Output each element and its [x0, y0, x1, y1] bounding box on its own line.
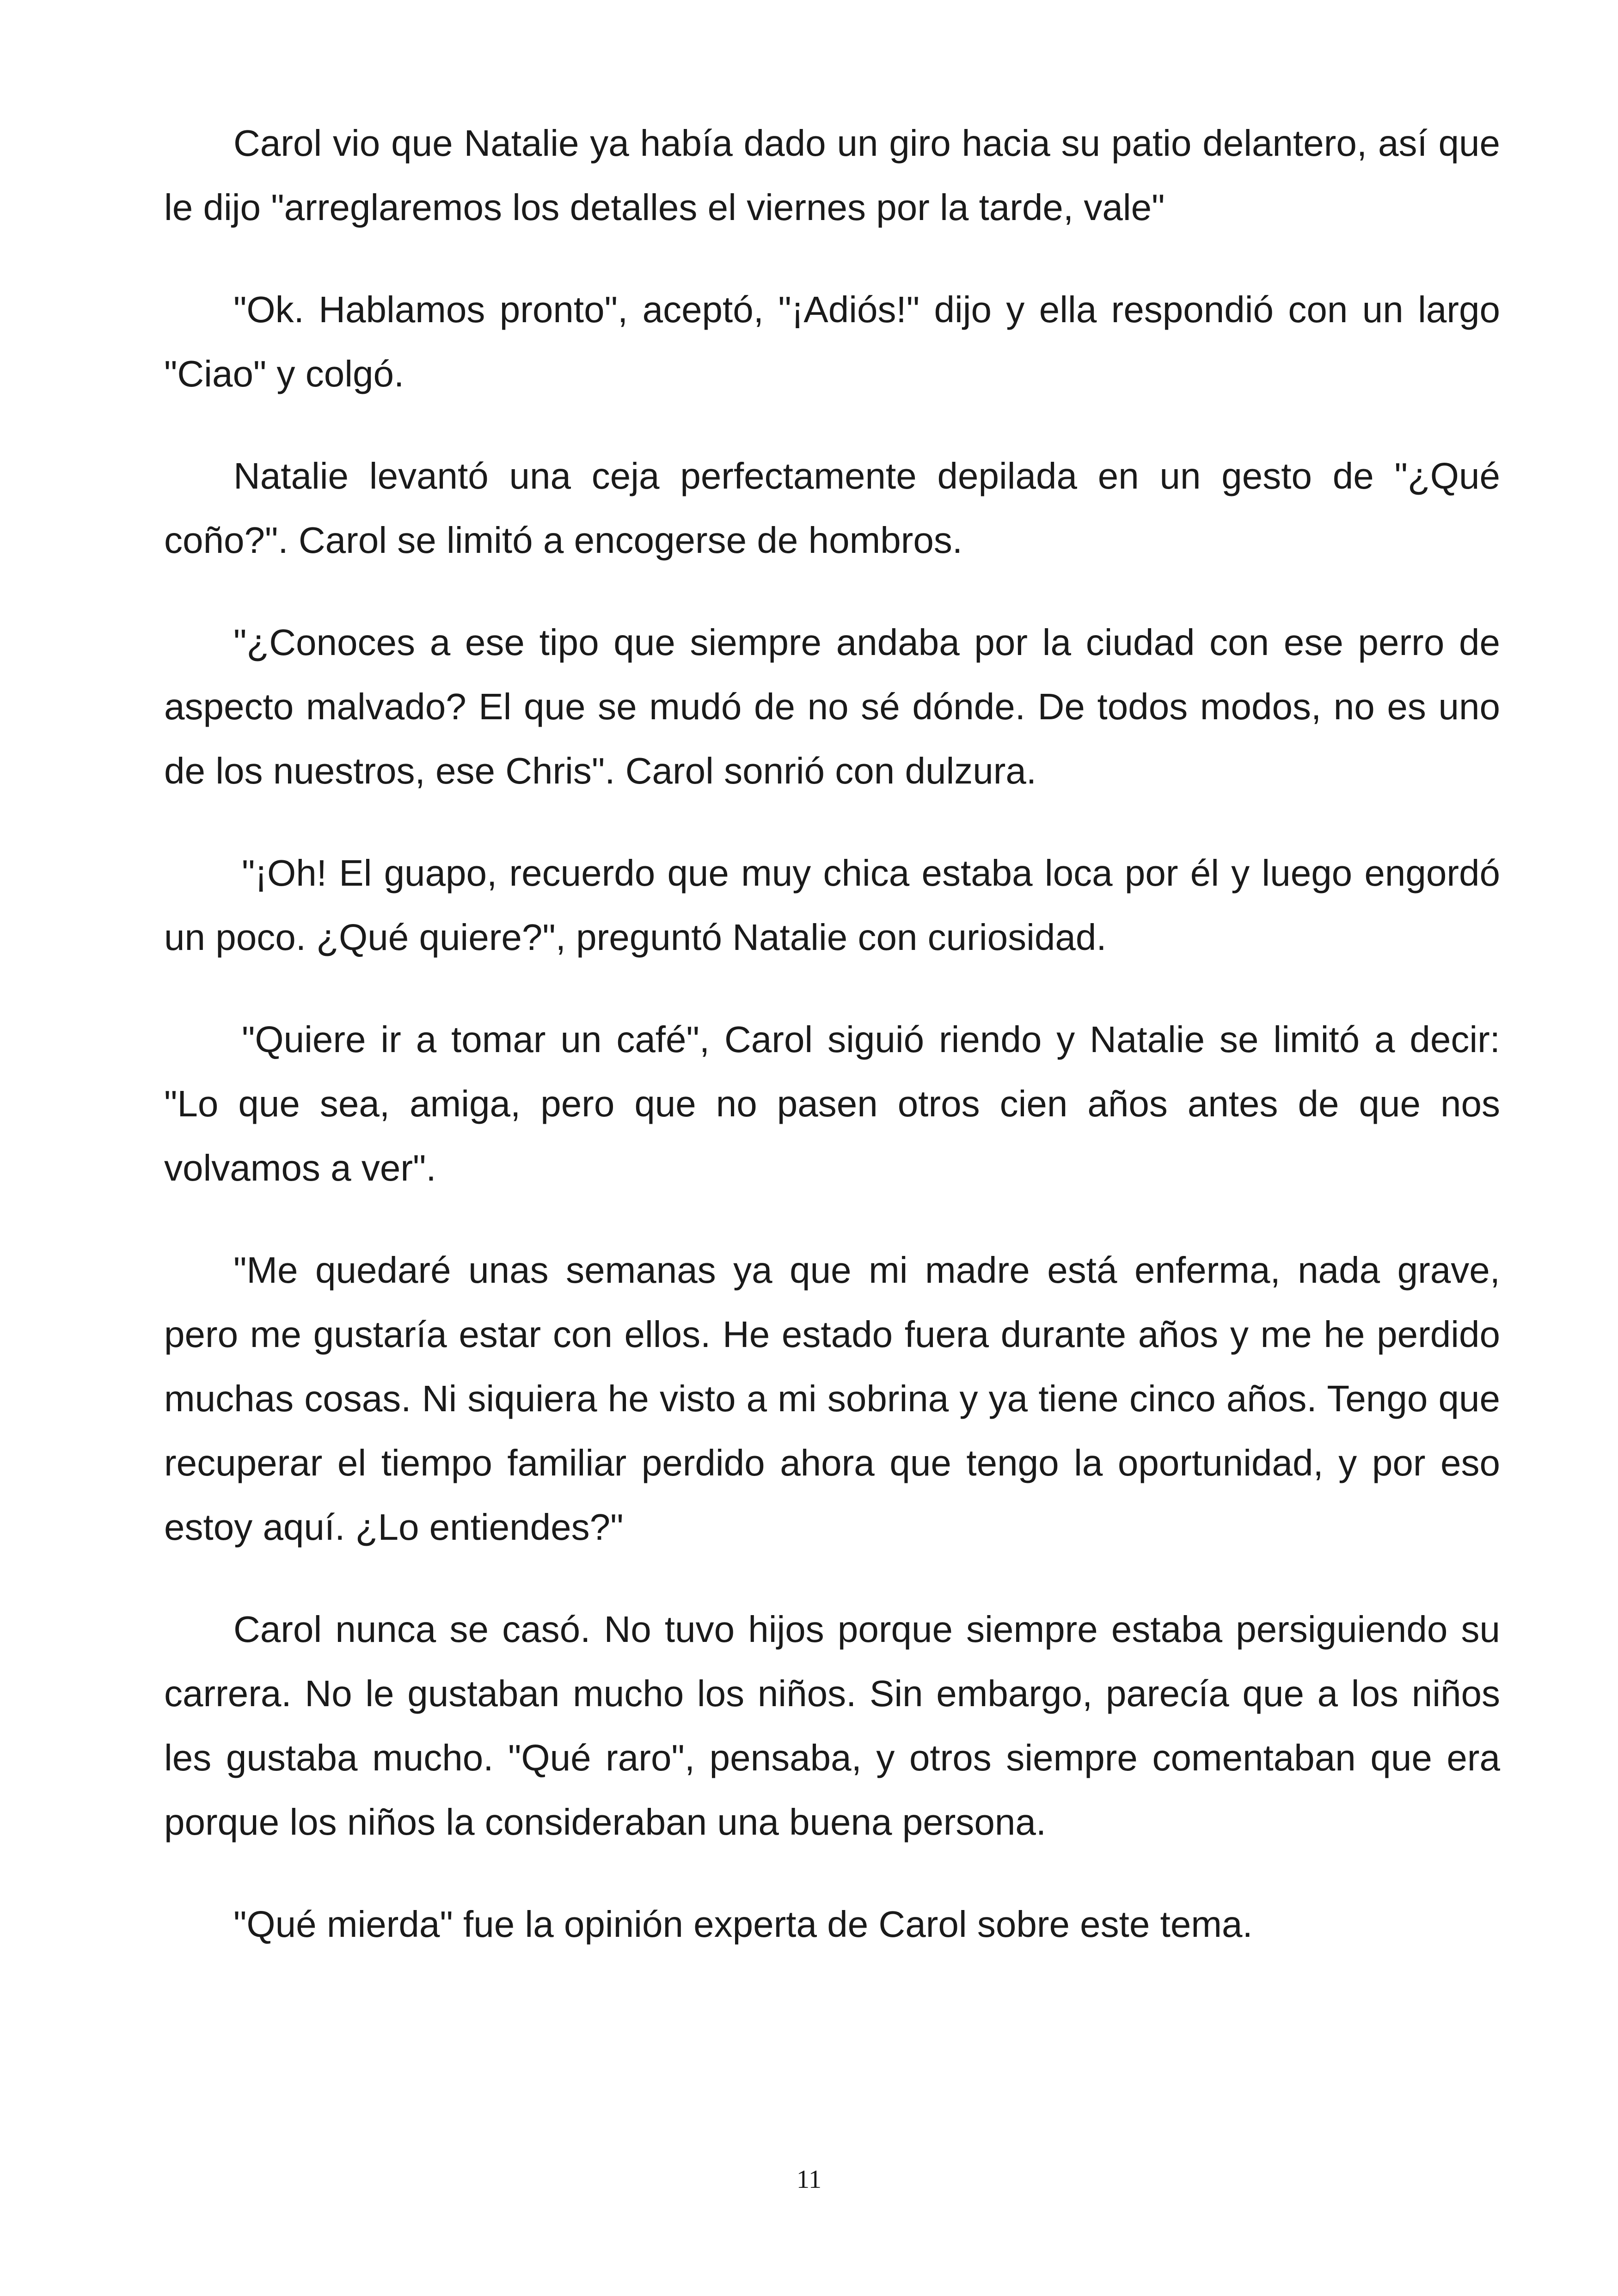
paragraph-1: Carol vio que Natalie ya había dado un giro hacia su patio delantero, así que le dijo "arreglaremos los detalles el viernes por la tarde, vale": [164, 122, 1500, 228]
paragraph-6: "Quiere ir a tomar un café", Carol siguió riendo y Natalie se limitó a decir: "Lo que sea, amiga, pero que no pasen otros cien años antes de que nos volvamos a ver".: [164, 1019, 1500, 1188]
paragraph-4: "¿Conoces a ese tipo que siempre andaba por la ciudad con ese perro de aspecto malvado? El que se mudó de no sé dónde. De todos modos, no es uno de los nuestros, ese Chris". Carol sonrió con dulzura.: [164, 622, 1500, 791]
paragraph-8: Carol nunca se casó. No tuvo hijos porque siempre estaba persiguiendo su carrera. No le gustaban mucho los niños. Sin embargo, parecía que a los niños les gustaba mucho. "Qué raro", pensaba, y otros siempre comentaban que era porque los niños la consideraban una buena persona.: [164, 1609, 1500, 1843]
paragraph-5: "¡Oh! El guapo, recuerdo que muy chica estaba loca por él y luego engordó un poco. ¿Qué quiere?", preguntó Natalie con curiosidad.: [164, 852, 1500, 958]
paragraph-3: Natalie levantó una ceja perfectamente depilada en un gesto de "¿Qué coño?". Carol se limitó a encogerse de hombros.: [164, 455, 1500, 561]
paragraph-9: "Qué mierda" fue la opinión experta de Carol sobre este tema.: [233, 1904, 1253, 1945]
paragraph-2: "Ok. Hablamos pronto", aceptó, "¡Adiós!" dijo y ella respondió con un largo "Ciao" y colgó.: [164, 289, 1500, 394]
page-number: 11: [797, 2165, 821, 2194]
document-page: [164, 111, 1500, 1956]
paragraph-7: "Me quedaré unas semanas ya que mi madre está enferma, nada grave, pero me gustaría estar con ellos. He estado fuera durante años y me he perdido muchas cosas. Ni siquiera he visto a mi sobrina y ya tiene cinco años. Tengo que recuperar el tiempo familiar perdido ahora que tengo la oportunidad, y por eso estoy aquí. ¿Lo entiendes?": [164, 1249, 1500, 1548]
